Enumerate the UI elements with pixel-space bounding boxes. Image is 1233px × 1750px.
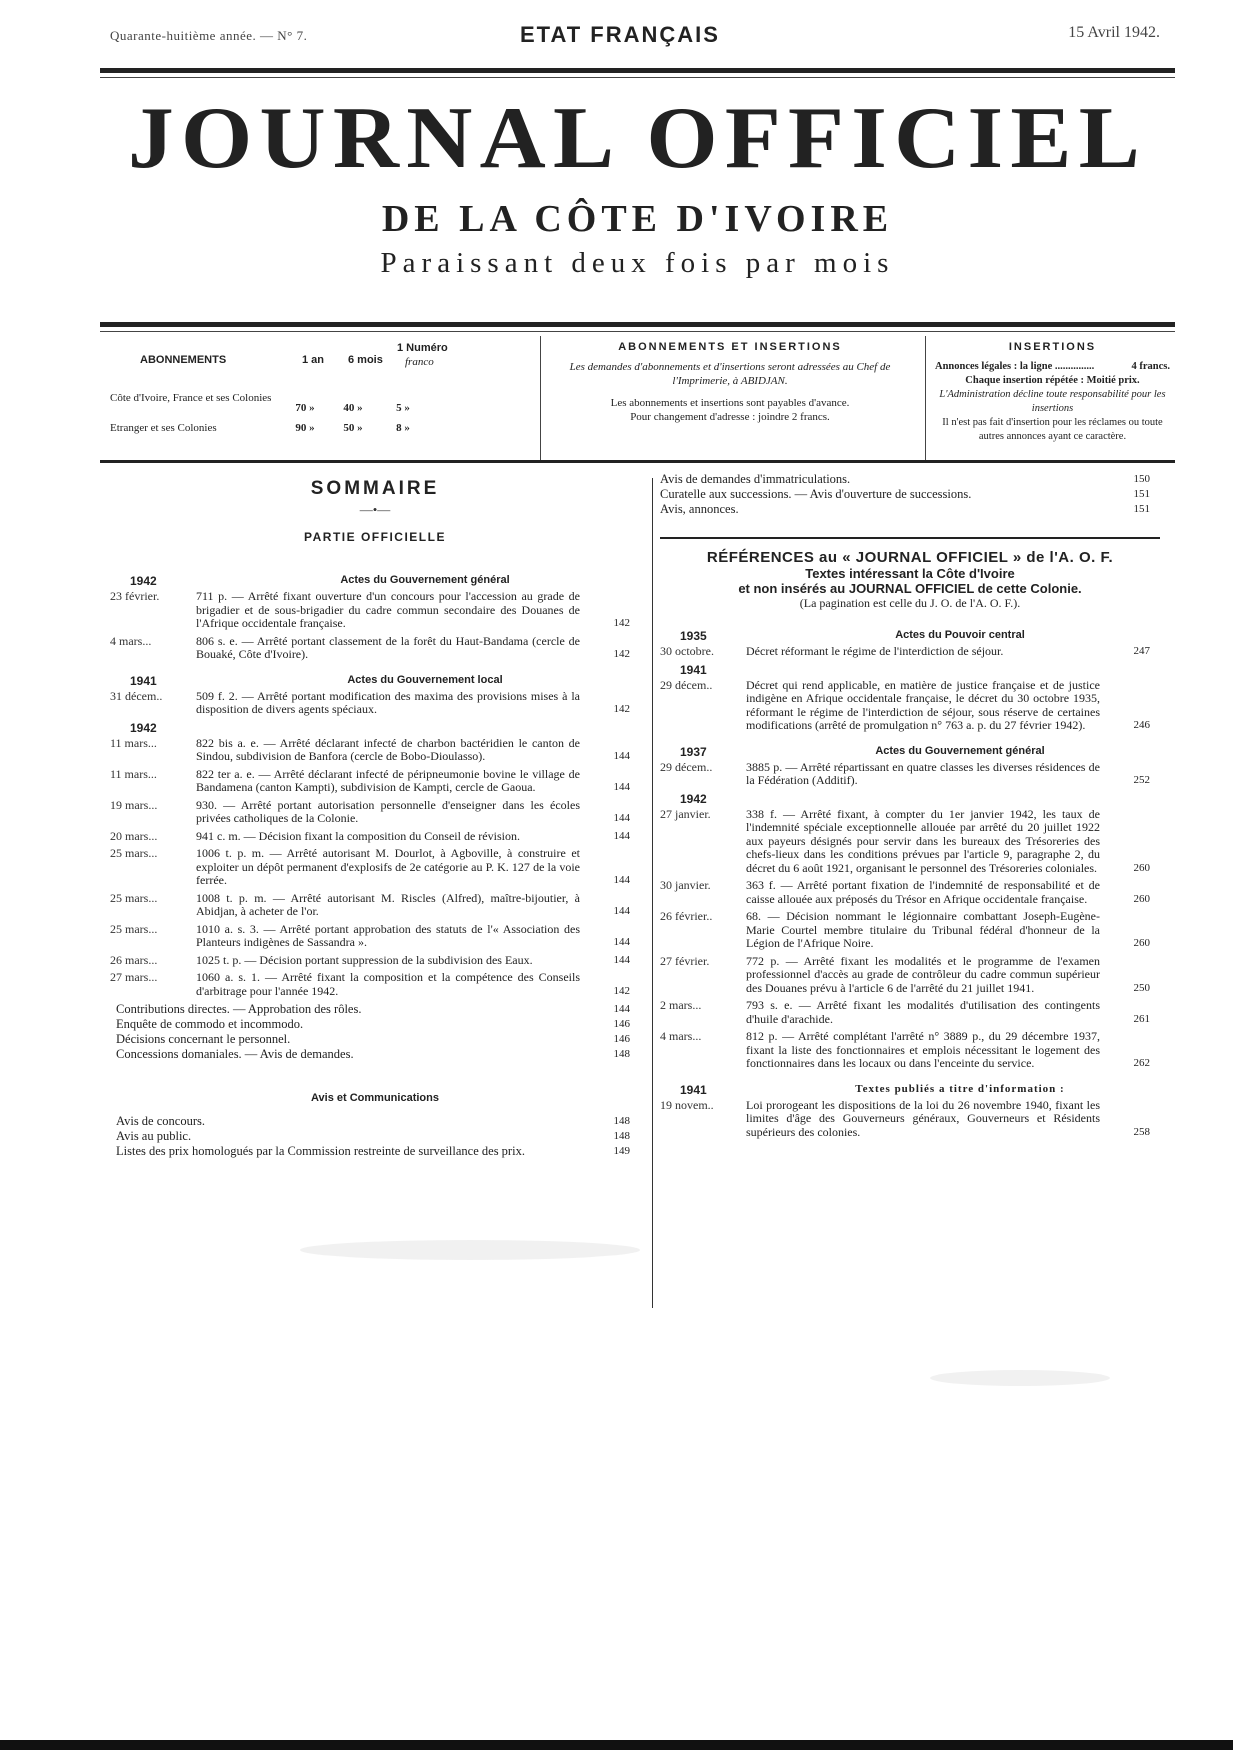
entry-text: 822 ter a. e. — Arrêté déclarant infecté de péripneumonie bovine le village de Bandamena (canton Kampti), subdivision de Kampti, cercle de Gaoua. — [196, 766, 580, 794]
price-numero: 8 » — [396, 422, 410, 434]
header-rule — [100, 68, 1175, 73]
entry-text: Enquête de commodo et incommodo. — [116, 1017, 304, 1031]
entry-date: 25 mars... — [110, 846, 158, 860]
list-item — [110, 847, 640, 888]
entry-page: 144 — [613, 936, 630, 948]
entry-page: 260 — [1133, 861, 1150, 874]
references-heading — [660, 537, 1160, 611]
divider — [925, 336, 926, 460]
list-item — [660, 502, 1160, 517]
publication-frequency: Paraissant deux fois par mois — [380, 247, 895, 279]
list-item — [110, 1002, 640, 1017]
entry-page: 246 — [1133, 719, 1150, 731]
section-year: 1935 — [680, 629, 707, 643]
list-item — [110, 635, 640, 662]
advert-note: Il n'est pas fait d'insertion pour les réclames ou toute autres annonces ayant ce caractère. — [942, 417, 1163, 442]
entry-text: 793 s. e. — Arrêté fixant les modalités d'utilisation des contingents d'huile d'arachide. — [746, 998, 1100, 1026]
entry-date: 26 mars... — [110, 952, 158, 967]
entry-date: 27 mars... — [110, 970, 158, 984]
entry-date: 27 février. — [660, 953, 710, 968]
annonces-rate — [935, 360, 1170, 374]
entry-text: Avis, annonces. — [660, 502, 739, 516]
entry-text: 363 f. — Arrêté portant fixation de l'indemnité de responsabilité et de caisse allouée aux préposés du Trésor en Afrique occidentale française. — [746, 878, 1100, 906]
list-item — [660, 999, 1160, 1026]
col-header-numero-sub: franco — [405, 356, 434, 368]
journal-title: JOURNAL OFFICIEL — [127, 90, 1148, 187]
section-year: 1942 — [130, 574, 157, 588]
entry-page: 148 — [613, 1130, 630, 1142]
entry-date: 11 mars... — [110, 766, 157, 781]
price-1an: 90 » — [295, 422, 315, 434]
section-year: 1941 — [130, 673, 157, 688]
entry-date: 26 février.. — [660, 909, 713, 923]
section-title: Actes du Gouvernement général — [340, 574, 510, 586]
list-item — [110, 892, 640, 919]
state-label: ETAT FRANÇAIS — [520, 22, 720, 47]
section-heading: INSERTIONS — [1008, 341, 1097, 353]
entry-page: 149 — [613, 1145, 630, 1157]
entry-page: 144 — [613, 829, 630, 842]
ornament: —•— — [359, 502, 391, 517]
section-heading — [660, 741, 1160, 761]
address-change-note: Pour changement d'adresse : joindre 2 francs. — [630, 411, 830, 423]
entry-text: Avis de concours. — [116, 1114, 205, 1128]
entry-text: 1060 a. s. 1. — Arrêté fixant la composition et la compétence des Conseils d'arbitrage pour l'année 1942. — [196, 970, 580, 998]
section-heading — [110, 570, 640, 590]
entry-text: Avis de demandes d'immatriculations. — [660, 472, 851, 486]
list-item — [110, 1032, 640, 1047]
entry-text: Décret réformant le régime de l'interdiction de séjour. — [746, 644, 1004, 658]
list-item — [660, 679, 1160, 733]
list-item — [110, 1129, 640, 1144]
entry-date: 29 décem.. — [660, 759, 713, 774]
entry-page: 142 — [613, 617, 630, 629]
entry-text: Concessions domaniales. — Avis de demandes. — [116, 1047, 354, 1061]
section-title: Textes publiés a titre d'information : — [855, 1082, 1065, 1095]
list-item — [110, 768, 640, 795]
entry-page: 142 — [613, 648, 630, 660]
section-title: Actes du Gouvernement local — [347, 673, 503, 686]
entry-page: 142 — [613, 984, 630, 997]
masthead — [100, 90, 1175, 280]
scan-mark — [930, 1370, 1110, 1386]
entry-text: 711 p. — Arrêté fixant ouverture d'un concours pour l'accession au grade de brigadier et de sous-brigadier du cadre commun secondaire des Douanes de l'Afrique occidentale française. — [196, 589, 580, 630]
entry-list — [660, 1099, 1160, 1140]
sommaire-column — [110, 478, 640, 1159]
entry-page: 148 — [613, 1115, 630, 1127]
entry-date: 27 janvier. — [660, 806, 711, 821]
price-numero: 5 » — [396, 402, 410, 414]
ref-subtitle-2: et non insérés au JOURNAL OFFICIEL de cette Colonie. — [738, 581, 1082, 596]
list-item — [110, 923, 640, 950]
entry-text: Avis au public. — [116, 1129, 192, 1143]
entry-page: 144 — [613, 750, 630, 762]
abonnements-insertions-info — [550, 340, 910, 424]
list-item — [660, 1030, 1160, 1071]
entry-list — [110, 737, 640, 999]
entry-page: 262 — [1133, 1057, 1150, 1069]
entry-page: 144 — [613, 1003, 630, 1015]
section-year: 1941 — [680, 662, 707, 677]
entry-list — [660, 645, 1160, 659]
entry-text: 338 f. — Arrêté fixant, à compter du 1er janvier 1942, les taux de l'indemnité spéciale exceptionnelle allouée par arrêté du 20 juillet 1922 aux payeurs désignés pour servir dans les bureaux des Trésoreries des chefs-lieux dans les conditions prévues par l'article 9, paragraphe 2, du décret du 6 août 1921, organisant le personnel des Trésoreries coloniales. — [746, 806, 1100, 875]
partie-officielle: PARTIE OFFICIELLE — [304, 530, 446, 544]
entry-page: 250 — [1133, 981, 1150, 994]
section-heading — [660, 625, 1160, 645]
section-title: Actes du Pouvoir central — [895, 629, 1025, 641]
issue-number: Quarante-huitième année. — N° 7. — [110, 28, 308, 43]
list-item — [110, 954, 640, 968]
payment-note: Les abonnements et insertions sont payables d'avance. — [610, 397, 850, 409]
top-list — [660, 472, 1160, 517]
annonces-label: Annonces légales : la ligne ............... — [935, 361, 1095, 372]
entry-list — [660, 761, 1160, 788]
entry-text: 806 s. e. — Arrêté portant classement de la forêt du Haut-Bandama (cercle de Bouaké, Côte d'Ivoire). — [196, 633, 580, 661]
entry-date: 4 mars... — [660, 1029, 702, 1043]
list-item — [110, 1047, 640, 1062]
entry-page: 150 — [1133, 473, 1150, 485]
entry-text: 822 bis a. e. — Arrêté déclarant infecté de charbon bactéridien le canton de Sindou, subdivision de Banfora (cercle de Bobo-Dioulasso). — [196, 735, 580, 763]
list-item — [110, 799, 640, 826]
entry-list — [660, 808, 1160, 1071]
issue-date: 15 Avril 1942. — [1068, 24, 1160, 41]
entry-text: 3885 p. — Arrêté répartissant en quatre classes les diverses résidences de la Fédération (Additif). — [746, 759, 1100, 787]
list-item — [110, 830, 640, 844]
section-heading — [110, 670, 640, 690]
divider — [540, 336, 541, 460]
ref-title: RÉFÉRENCES au « JOURNAL OFFICIEL » de l'A. O. F. — [706, 549, 1114, 566]
ref-pagination-note: (La pagination est celle du J. O. de l'A. O. F.). — [799, 596, 1021, 610]
entry-text: Loi prorogeant les dispositions de la loi du 26 novembre 1940, fixant les limites d'âge des Gouverneurs généraux, Gouverneurs et Résidents supérieurs des colonies. — [746, 1097, 1100, 1139]
sommaire-title: SOMMAIRE — [310, 478, 440, 499]
entry-date: 29 décem.. — [660, 677, 713, 692]
list-item — [660, 645, 1160, 659]
list-item — [110, 1017, 640, 1032]
section-year: 1942 — [680, 791, 707, 806]
repeat-rate: Chaque insertion répétée : Moitié prix. — [965, 375, 1140, 386]
ref-subtitle: Textes intéressant la Côte d'Ivoire — [805, 566, 1015, 581]
entry-page: 260 — [1133, 892, 1150, 905]
top-line — [110, 20, 1160, 50]
entry-page: 252 — [1133, 774, 1150, 786]
journal-subtitle: DE LA CÔTE D'IVOIRE — [381, 198, 894, 240]
entry-page: 148 — [613, 1048, 630, 1060]
subscriptions-box — [100, 336, 1175, 460]
entry-date: 23 février. — [110, 589, 160, 603]
section-heading — [660, 1079, 1160, 1099]
entry-page: 144 — [613, 781, 630, 793]
entry-text: 772 p. — Arrêté fixant les modalités et le programme de l'examen professionnel d'accès au grade de contrôleur du cadre commun supérieur des Douanes prévu à l'article 6 de l'arrêté du 21 juillet 1941. — [746, 953, 1100, 995]
masthead-rule-thin — [100, 331, 1175, 332]
col-header-1an: 1 an — [302, 354, 325, 366]
entry-date: 19 mars... — [110, 797, 158, 812]
entry-list — [660, 679, 1160, 733]
row-label: Etranger et ses Colonies — [110, 422, 217, 434]
list-item — [660, 808, 1160, 876]
entry-text: 1025 t. p. — Décision portant suppression de la subdivision des Eaux. — [196, 952, 533, 967]
price-1an: 70 » — [295, 402, 315, 414]
misc-list — [110, 1002, 640, 1062]
avis-heading: Avis et Communications — [311, 1092, 439, 1104]
entry-date: 20 mars... — [110, 828, 158, 843]
entry-text: Décisions concernant le personnel. — [116, 1032, 291, 1046]
entry-text: 1006 t. p. m. — Arrêté autorisant M. Dourlot, à Agboville, à construire et exploiter un dépôt permanent d'explosifs de 2e catégorie au P. K. 127 de la voie ferrée. — [196, 846, 580, 887]
list-item — [660, 487, 1160, 502]
entry-page: 142 — [613, 703, 630, 715]
entry-page: 261 — [1133, 1012, 1150, 1025]
entry-page: 146 — [613, 1033, 630, 1045]
section-year: 1942 — [130, 720, 157, 735]
entry-text: Décret qui rend applicable, en matière de justice française et de justice indigène en Afrique occidentale française, le décret du 30 octobre 1935, réformant le régime de l'interdiction de séjour, sous réserve de certaines modifications (arrêté de promulgation n° 763 a. p. du 27 février 1942). — [746, 677, 1100, 732]
scan-bottom-edge — [0, 1740, 1233, 1750]
entry-page: 258 — [1133, 1125, 1150, 1138]
list-item — [110, 1144, 640, 1159]
col-header-numero: 1 Numéro — [397, 342, 448, 354]
entry-text: 1010 a. s. 3. — Arrêté portant approbation des statuts de l'« Association des Planteurs indigènes de Sassandra ». — [196, 921, 580, 949]
entry-text: 1008 t. p. m. — Arrêté autorisant M. Riscles (Alfred), maître-bijoutier, à Abidjan, à acheter de l'or. — [196, 890, 580, 918]
entry-date: 4 mars... — [110, 633, 152, 648]
entry-date: 30 octobre. — [660, 644, 714, 658]
references-column — [660, 472, 1160, 1143]
entry-date: 30 janvier. — [660, 878, 711, 892]
entry-text: 812 p. — Arrêté complétant l'arrêté n° 3889 p., du 29 décembre 1937, fixant la liste des fonctionnaires et emplois nécessitant le logement des fonctionnaires dans les locaux ou dans l'enceinte du service. — [746, 1029, 1100, 1070]
list-item — [660, 955, 1160, 996]
col-header-abonnements: ABONNEMENTS — [140, 354, 227, 366]
insertions-info — [935, 340, 1170, 444]
entry-page: 144 — [613, 953, 630, 966]
entry-text: 941 c. m. — Décision fixant la composition du Conseil de révision. — [196, 828, 520, 843]
section-year: 1937 — [680, 744, 707, 759]
list-item — [110, 590, 640, 631]
column-divider — [652, 478, 653, 1308]
price-6mois: 50 » — [343, 422, 363, 434]
entry-page: 247 — [1133, 645, 1150, 657]
list-item — [660, 910, 1160, 951]
list-item — [110, 971, 640, 998]
entry-date: 11 mars... — [110, 735, 157, 750]
subs-rule — [100, 460, 1175, 463]
entry-page: 144 — [613, 874, 630, 886]
entry-date: 31 décem.. — [110, 688, 163, 703]
entry-page: 144 — [613, 905, 630, 917]
annonces-price: 4 francs. — [1131, 361, 1170, 372]
list-item — [110, 1114, 640, 1129]
entry-text: 509 f. 2. — Arrêté portant modification des maxima des provisions mises à la disposition de divers agents spéciaux. — [196, 688, 580, 716]
avis-list — [110, 1114, 640, 1159]
disclaimer: L'Administration décline toute responsabilité pour les insertions — [939, 389, 1166, 414]
list-item — [660, 761, 1160, 788]
entry-date: 2 mars... — [660, 998, 702, 1012]
entry-text: Contributions directes. — Approbation des rôles. — [116, 1002, 362, 1016]
list-item — [110, 690, 640, 717]
entry-text: 930. — Arrêté portant autorisation personnelle d'enseigner dans les écoles privées catholiques de la Colonie. — [196, 797, 580, 825]
entry-text: Listes des prix homologués par la Commission restreinte de surveillance des prix. — [116, 1144, 525, 1158]
entry-page: 146 — [613, 1018, 630, 1030]
section-year: 1941 — [680, 1082, 707, 1097]
masthead-rule — [100, 322, 1175, 327]
entry-text: 68. — Décision nommant le légionnaire combattant Joseph-Eugène-Marie Courtel membre titulaire du Tribunal fédéral d'honneur de la Légion de l'Afrique Noire. — [746, 909, 1100, 950]
list-item — [660, 879, 1160, 906]
entry-date: 19 novem.. — [660, 1097, 714, 1112]
list-item — [110, 737, 640, 764]
price-6mois: 40 » — [343, 402, 363, 414]
address-note: Les demandes d'abonnements et d'insertions seront adressées au Chef de l'Imprimerie, à ABIDJAN. — [569, 361, 891, 387]
entry-page: 151 — [1133, 488, 1150, 500]
entry-page: 151 — [1133, 503, 1150, 515]
entry-text: Curatelle aux successions. — Avis d'ouverture de successions. — [660, 487, 972, 501]
list-item — [660, 472, 1160, 487]
section-title: Actes du Gouvernement général — [875, 744, 1045, 757]
section-heading: ABONNEMENTS ET INSERTIONS — [618, 341, 842, 353]
scan-mark — [300, 1240, 640, 1260]
header-rule-thin — [100, 77, 1175, 78]
entry-date: 25 mars... — [110, 890, 158, 905]
entry-list — [110, 690, 640, 717]
row-label: Côte d'Ivoire, France et ses Colonies — [110, 392, 272, 404]
entry-page: 260 — [1133, 937, 1150, 949]
entry-list — [110, 590, 640, 662]
entry-page: 144 — [613, 812, 630, 824]
entry-date: 25 mars... — [110, 921, 158, 936]
list-item — [660, 1099, 1160, 1140]
col-header-6mois: 6 mois — [348, 354, 383, 366]
